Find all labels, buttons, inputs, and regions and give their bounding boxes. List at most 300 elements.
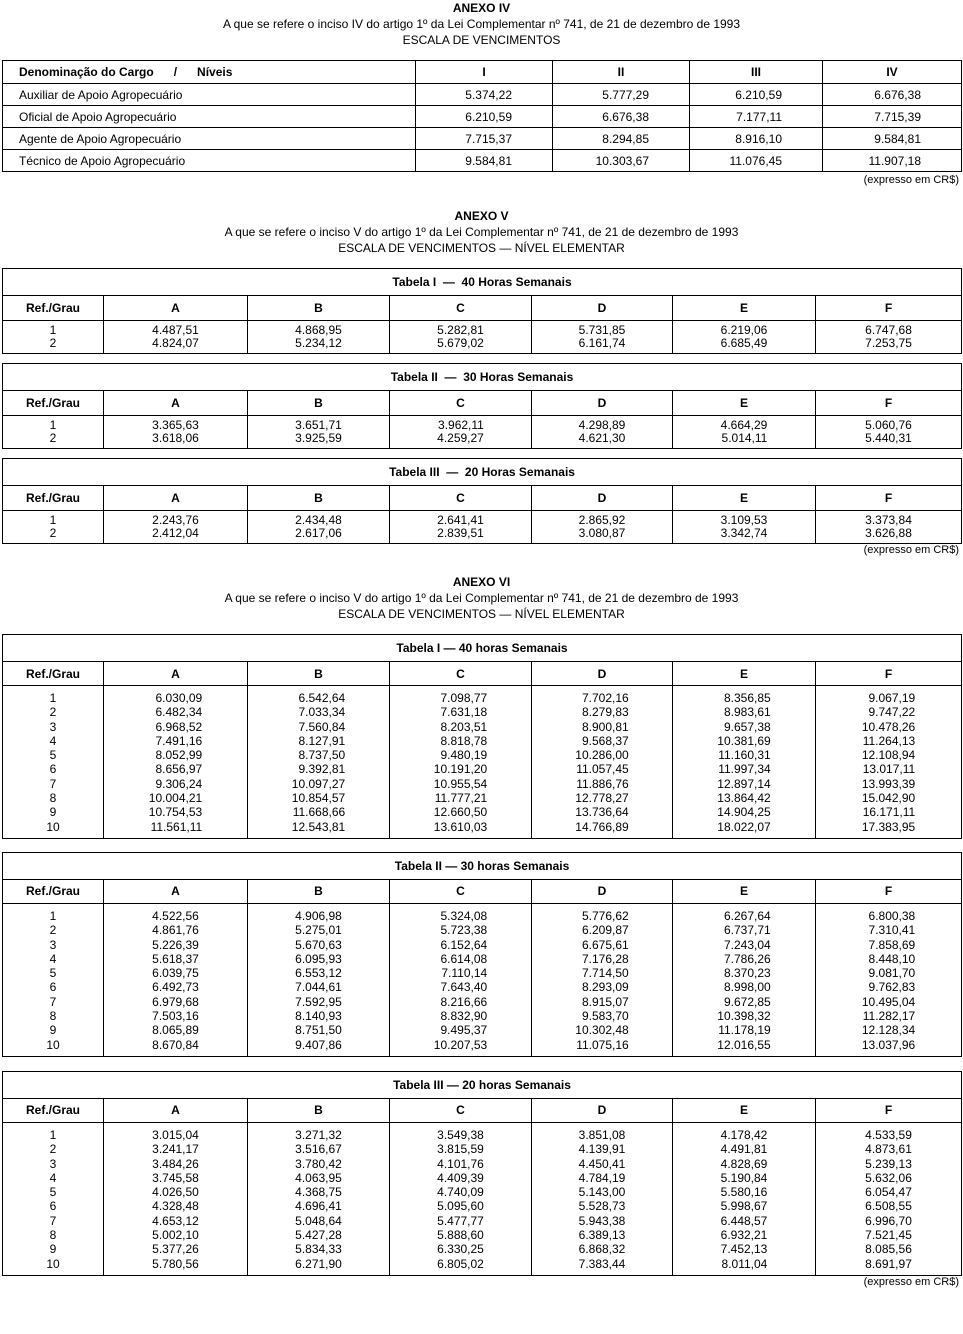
salary-value: 6.330,25: [437, 1242, 484, 1257]
anexo-iv-note: (expresso em CR$): [863, 174, 959, 186]
salary-value: 6.747,68: [865, 323, 912, 337]
salary-value: 4.824,07: [152, 336, 199, 350]
salary-value: 10.302,48: [575, 1023, 629, 1038]
value-cell: [816, 321, 962, 354]
ref-value: 6: [49, 1199, 57, 1214]
salary-value: 6.210,59: [416, 106, 553, 128]
table-title-row: [3, 852, 962, 879]
salary-value: 7.491,16: [155, 733, 203, 748]
salary-value: 8.832,90: [440, 1009, 488, 1024]
salary-value: 8.279,83: [581, 705, 629, 720]
header-grade-f: F: [816, 296, 962, 321]
value-cell: [104, 416, 248, 449]
salary-value: 13.864,42: [717, 791, 771, 806]
salary-value: 6.448,57: [720, 1213, 768, 1228]
salary-value: 4.328,48: [152, 1199, 199, 1214]
salary-value: 8.293,09: [581, 980, 629, 995]
salary-value: 4.621,30: [578, 431, 626, 445]
ref-value: 6: [49, 762, 57, 777]
salary-value: 6.614,08: [440, 951, 488, 966]
table-title-row: [3, 1071, 962, 1098]
salary-value: 10.286,00: [575, 748, 629, 763]
salary-value: 7.786,26: [723, 951, 771, 966]
salary-value: 5.234,12: [295, 336, 342, 350]
salary-value: 6.161,74: [578, 336, 626, 350]
salary-value: 6.979,68: [152, 994, 199, 1009]
value-cell: [816, 511, 962, 544]
salary-value: 14.766,89: [575, 819, 629, 834]
header-level-ii: II: [553, 61, 690, 84]
header-grade-f: F: [816, 391, 962, 416]
salary-value: 3.745,58: [152, 1170, 199, 1185]
salary-value: 13.736,64: [575, 805, 629, 820]
salary-value: 9.584,81: [823, 128, 962, 150]
salary-value: 12.543,81: [291, 819, 346, 834]
salary-value: 11.160,31: [718, 748, 771, 763]
header-grade-d: D: [532, 486, 673, 511]
salary-value: 5.377,26: [152, 1242, 199, 1257]
salary-value: 4.409,39: [437, 1170, 484, 1185]
salary-value: 4.450,41: [578, 1156, 626, 1171]
salary-value: 9.480,19: [440, 748, 488, 763]
salary-value: 4.487,51: [152, 323, 199, 337]
anexo-v-tables: [0, 268, 963, 544]
salary-value: 4.368,75: [295, 1185, 342, 1200]
salary-value: 5.275,01: [295, 923, 342, 938]
header-grade-a: A: [104, 662, 248, 686]
anexo5-table-3: [2, 458, 962, 544]
value-cell: [104, 511, 248, 544]
salary-value: 6.800,38: [868, 908, 916, 923]
salary-value: 7.503,16: [152, 1009, 199, 1024]
salary-value: 5.324,08: [440, 908, 488, 923]
table-row: [3, 416, 962, 449]
salary-value: 3.626,88: [865, 526, 912, 540]
salary-value: 4.101,76: [437, 1156, 484, 1171]
salary-value: 10.004,21: [148, 791, 203, 806]
salary-value: 5.777,29: [553, 84, 690, 106]
table-header-row: [3, 296, 962, 321]
salary-value: 5.048,64: [295, 1213, 342, 1228]
value-cell: [532, 686, 673, 839]
salary-value: 9.583,70: [581, 1009, 629, 1024]
anexo-v-heading: [0, 208, 963, 256]
header-grade-b: B: [248, 662, 390, 686]
ref-value: 1: [49, 323, 57, 337]
salary-value: 5.477,77: [437, 1213, 484, 1228]
ref-value: 3: [49, 1156, 57, 1171]
ref-value: 2: [49, 431, 57, 445]
salary-value: 8.916,10: [690, 128, 823, 150]
header-grade-d: D: [532, 662, 673, 686]
table-row: [3, 128, 962, 150]
header-grade-b: B: [248, 296, 390, 321]
salary-value: 8.983,61: [723, 705, 771, 720]
salary-value: 5.780,56: [152, 1256, 199, 1271]
salary-value: 6.219,06: [720, 323, 768, 337]
value-cell: [673, 903, 816, 1056]
header-grade-c: C: [390, 879, 532, 903]
salary-value: 4.784,19: [578, 1170, 626, 1185]
ref-value: 4: [49, 1170, 57, 1185]
salary-value: 6.685,49: [720, 336, 768, 350]
header-grade-e: E: [673, 486, 816, 511]
salary-value: 6.054,47: [865, 1185, 912, 1200]
salary-value: 3.241,17: [152, 1142, 199, 1157]
ref-value: 7: [49, 1213, 57, 1228]
table-row: [3, 1122, 962, 1275]
value-cell: [532, 903, 673, 1056]
ref-value: 4: [49, 951, 57, 966]
salary-value: 5.014,11: [721, 431, 768, 445]
salary-value: 6.996,70: [865, 1213, 912, 1228]
anexo-v-title: ANEXO V: [454, 209, 509, 223]
ref-value: 5: [49, 1185, 57, 1200]
salary-value: 3.015,04: [152, 1127, 199, 1142]
salary-value: 9.672,85: [723, 994, 771, 1009]
table-title-row: [3, 459, 962, 486]
salary-value: 4.298,89: [578, 418, 626, 432]
ref-value: 2: [49, 526, 57, 540]
header-grade-f: F: [816, 1098, 962, 1122]
ref-value: 2: [49, 923, 57, 938]
salary-value: 4.873,61: [865, 1142, 912, 1157]
table-title: Tabela III — 20 Horas Semanais: [3, 459, 962, 486]
table-title: Tabela I — 40 Horas Semanais: [3, 269, 962, 296]
salary-value: 9.762,83: [868, 980, 916, 995]
salary-value: 4.259,27: [437, 431, 484, 445]
salary-value: 5.632,06: [865, 1170, 912, 1185]
value-cell: [816, 903, 962, 1056]
header-grade-b: B: [248, 391, 390, 416]
salary-value: 7.858,69: [868, 937, 916, 952]
value-cell: [532, 511, 673, 544]
salary-value: 11.178,19: [718, 1023, 771, 1038]
header-grade-c: C: [390, 296, 532, 321]
salary-value: 3.365,63: [152, 418, 199, 432]
value-cell: [816, 416, 962, 449]
table-header-row: [3, 61, 962, 84]
salary-value: 7.631,18: [440, 705, 488, 720]
salary-value: 3.962,11: [438, 418, 484, 432]
salary-value: 6.737,71: [723, 923, 771, 938]
value-cell: [390, 903, 532, 1056]
salary-value: 5.239,13: [865, 1156, 912, 1171]
salary-value: 10.303,67: [553, 150, 690, 172]
header-level-iii: III: [690, 61, 823, 84]
salary-value: 5.190,84: [720, 1170, 768, 1185]
salary-value: 5.060,76: [865, 418, 912, 432]
salary-value: 11.076,45: [690, 150, 823, 172]
salary-value: 5.226,39: [152, 937, 199, 952]
header-grade-c: C: [390, 486, 532, 511]
ref-value: 1: [49, 513, 57, 527]
salary-value: 5.731,85: [578, 323, 626, 337]
salary-value: 7.044,61: [295, 980, 342, 995]
salary-value: 6.039,75: [152, 966, 199, 981]
salary-value: 7.702,16: [581, 691, 629, 705]
salary-value: 12.897,14: [717, 776, 771, 791]
salary-value: 6.209,87: [581, 923, 629, 938]
salary-value: 8.294,85: [553, 128, 690, 150]
anexo-v-subtitle: A que se refere o inciso V do artigo 1º da Lei Complementar nº 741, de 21 de dezembro de 1993: [224, 225, 739, 239]
salary-value: 4.491,81: [720, 1142, 768, 1157]
table-row: [3, 903, 962, 1056]
header-grade-f: F: [816, 879, 962, 903]
ref-value: 7: [49, 776, 57, 791]
header-ref-grau: Ref./Grau: [3, 662, 104, 686]
header-grade-c: C: [390, 1098, 532, 1122]
salary-value: 11.264,13: [862, 733, 916, 748]
anexo6-table-1: [2, 634, 962, 839]
salary-value: 13.610,03: [433, 819, 488, 834]
header-grade-a: A: [104, 486, 248, 511]
anexo-vi-tables: [0, 634, 963, 1276]
salary-value: 13.037,96: [861, 1037, 916, 1052]
salary-value: 11.907,18: [823, 150, 962, 172]
salary-value: 11.282,17: [862, 1009, 916, 1024]
ref-cell: [3, 416, 104, 449]
ref-value: 10: [46, 1256, 60, 1271]
ref-value: 8: [49, 1009, 57, 1024]
salary-value: 11.886,76: [576, 776, 629, 791]
salary-value: 4.063,95: [295, 1170, 342, 1185]
salary-value: 3.780,42: [295, 1156, 342, 1171]
salary-value: 7.643,40: [440, 980, 488, 995]
salary-value: 2.617,06: [295, 526, 342, 540]
value-cell: [248, 511, 390, 544]
anexo6-table-2: [2, 852, 962, 1057]
anexo-iv-heading: [0, 0, 963, 48]
salary-value: 10.955,54: [433, 776, 488, 791]
table-title: Tabela II — 30 horas Semanais: [3, 852, 962, 879]
header-level-iv: IV: [823, 61, 962, 84]
salary-value: 11.075,16: [576, 1037, 629, 1052]
header-grade-b: B: [248, 486, 390, 511]
salary-value: 4.828,69: [720, 1156, 768, 1171]
value-cell: [673, 1122, 816, 1275]
salary-value: 4.533,59: [865, 1127, 912, 1142]
header-grade-d: D: [532, 391, 673, 416]
salary-value: 9.568,37: [581, 733, 629, 748]
ref-value: 1: [49, 908, 57, 923]
salary-value: 11.057,45: [576, 762, 629, 777]
table-header-row: [3, 879, 962, 903]
value-cell: [248, 903, 390, 1056]
salary-value: 13.993,39: [861, 776, 916, 791]
salary-value: 11.668,66: [292, 805, 346, 820]
header-grade-d: D: [532, 879, 673, 903]
salary-value: 8.216,66: [440, 994, 488, 1009]
salary-value: 4.178,42: [720, 1127, 768, 1142]
header-grade-b: B: [248, 1098, 390, 1122]
salary-value: 4.664,29: [720, 418, 768, 432]
salary-value: 4.740,09: [437, 1185, 484, 1200]
salary-value: 7.521,45: [865, 1228, 912, 1243]
salary-value: 6.508,55: [865, 1199, 912, 1214]
salary-value: 2.434,48: [295, 513, 342, 527]
salary-value: 3.342,74: [720, 526, 768, 540]
value-cell: [532, 1122, 673, 1275]
ref-cell: [3, 321, 104, 354]
anexo5-table-1: [2, 268, 962, 354]
cargo-name: Agente de Apoio Agropecuário: [3, 128, 416, 150]
salary-value: 9.657,38: [723, 719, 771, 734]
salary-value: 3.373,84: [865, 513, 912, 527]
ref-value: 3: [49, 719, 57, 734]
salary-value: 9.081,70: [868, 966, 916, 981]
salary-value: 7.714,50: [581, 966, 629, 981]
header-grade-a: A: [104, 296, 248, 321]
salary-value: 7.715,37: [416, 128, 553, 150]
salary-value: 7.715,39: [823, 106, 962, 128]
salary-value: 8.656,97: [155, 762, 203, 777]
salary-value: 11.561,11: [150, 819, 203, 834]
salary-value: 5.528,73: [578, 1199, 626, 1214]
ref-value: 10: [46, 819, 60, 834]
value-cell: [532, 416, 673, 449]
header-grade-e: E: [673, 879, 816, 903]
header-grade-f: F: [816, 662, 962, 686]
ref-value: 2: [49, 1142, 57, 1157]
salary-value: 8.203,51: [440, 719, 488, 734]
anexo-iv-title: ANEXO IV: [452, 1, 511, 15]
salary-value: 10.191,20: [433, 762, 488, 777]
table-title-row: [3, 364, 962, 391]
salary-value: 8.140,93: [295, 1009, 342, 1024]
salary-value: 9.392,81: [298, 762, 346, 777]
cargo-name: Técnico de Apoio Agropecuário: [3, 150, 416, 172]
salary-value: 15.042,90: [861, 791, 916, 806]
salary-value: 12.778,27: [575, 791, 629, 806]
salary-value: 8.127,91: [298, 733, 346, 748]
salary-value: 6.267,64: [723, 908, 771, 923]
anexo-vi-heading: [0, 574, 963, 622]
salary-value: 8.370,23: [723, 966, 771, 981]
ref-value: 5: [49, 748, 57, 763]
salary-value: 3.271,32: [295, 1127, 342, 1142]
value-cell: [390, 686, 532, 839]
salary-value: 2.865,92: [578, 513, 626, 527]
salary-value: 4.026,50: [152, 1185, 199, 1200]
ref-value: 5: [49, 966, 57, 981]
salary-value: 7.176,28: [581, 951, 629, 966]
salary-value: 5.427,28: [295, 1228, 342, 1243]
salary-value: 6.095,93: [295, 951, 342, 966]
salary-value: 8.691,97: [865, 1256, 912, 1271]
ref-value: 8: [49, 791, 57, 806]
header-grade-d: D: [532, 296, 673, 321]
salary-value: 7.098,77: [440, 691, 488, 705]
salary-value: 3.815,59: [437, 1142, 484, 1157]
salary-value: 5.580,16: [720, 1185, 768, 1200]
header-grade-a: A: [104, 391, 248, 416]
header-grade-b: B: [248, 879, 390, 903]
header-grade-e: E: [673, 391, 816, 416]
salary-value: 3.484,26: [152, 1156, 199, 1171]
salary-value: 11.997,34: [718, 762, 771, 777]
salary-value: 9.407,86: [295, 1037, 342, 1052]
salary-value: 6.553,12: [295, 966, 342, 981]
salary-value: 9.306,24: [155, 776, 203, 791]
salary-value: 6.271,90: [295, 1256, 342, 1271]
ref-value: 6: [49, 980, 57, 995]
salary-value: 5.143,00: [578, 1185, 626, 1200]
ref-value: 4: [49, 733, 57, 748]
salary-value: 9.067,19: [868, 691, 916, 705]
salary-value: 8.085,56: [865, 1242, 912, 1257]
ref-value: 10: [46, 1037, 60, 1052]
salary-value: 3.651,71: [295, 418, 342, 432]
salary-value: 8.915,07: [581, 994, 629, 1009]
salary-value: 4.696,41: [295, 1199, 342, 1214]
ref-value: 8: [49, 1228, 57, 1243]
salary-value: 9.584,81: [416, 150, 553, 172]
salary-value: 6.968,52: [155, 719, 203, 734]
salary-value: 5.618,37: [152, 951, 199, 966]
salary-value: 5.776,62: [581, 908, 629, 923]
cargo-name: Auxiliar de Apoio Agropecuário: [3, 84, 416, 106]
salary-value: 8.011,04: [721, 1256, 768, 1271]
salary-value: 7.253,75: [865, 336, 912, 350]
value-cell: [248, 1122, 390, 1275]
value-cell: [390, 1122, 532, 1275]
salary-value: 2.243,76: [152, 513, 199, 527]
salary-value: 7.110,14: [441, 966, 488, 981]
salary-value: 8.670,84: [152, 1037, 199, 1052]
table-header-row: [3, 662, 962, 686]
salary-value: 8.065,89: [152, 1023, 199, 1038]
salary-value: 5.998,67: [720, 1199, 768, 1214]
ref-value: 2: [49, 705, 57, 720]
salary-value: 8.356,85: [723, 691, 771, 705]
value-cell: [390, 511, 532, 544]
ref-value: 1: [49, 691, 57, 705]
salary-value: 13.017,11: [862, 762, 916, 777]
salary-value: 7.383,44: [578, 1256, 626, 1271]
salary-value: 2.641,41: [437, 513, 484, 527]
salary-value: 5.679,02: [437, 336, 484, 350]
value-cell: [390, 321, 532, 354]
table-header-row: [3, 1098, 962, 1122]
value-cell: [248, 416, 390, 449]
salary-value: 10.854,57: [291, 791, 346, 806]
salary-value: 6.389,13: [578, 1228, 626, 1243]
anexo-iv-table: [2, 60, 962, 172]
salary-value: 12.016,55: [717, 1037, 771, 1052]
header-grade-c: C: [390, 662, 532, 686]
salary-value: 6.482,34: [155, 705, 203, 720]
salary-value: 6.210,59: [690, 84, 823, 106]
salary-value: 4.861,76: [152, 923, 199, 938]
header-grade-f: F: [816, 486, 962, 511]
salary-value: 12.128,34: [861, 1023, 916, 1038]
header-ref-grau: Ref./Grau: [3, 879, 104, 903]
salary-value: 10.207,53: [433, 1037, 488, 1052]
value-cell: [673, 416, 816, 449]
header-grade-a: A: [104, 1098, 248, 1122]
anexo6-table-3: [2, 1071, 962, 1276]
salary-value: 12.660,50: [433, 805, 488, 820]
salary-value: 4.868,95: [295, 323, 342, 337]
salary-value: 10.478,26: [861, 719, 916, 734]
salary-value: 9.747,22: [868, 705, 916, 720]
table-title: Tabela II — 30 Horas Semanais: [3, 364, 962, 391]
header-grade-c: C: [390, 391, 532, 416]
ref-value: 9: [49, 1242, 57, 1257]
anexo5-table-2: [2, 363, 962, 449]
salary-value: 10.097,27: [291, 776, 346, 791]
